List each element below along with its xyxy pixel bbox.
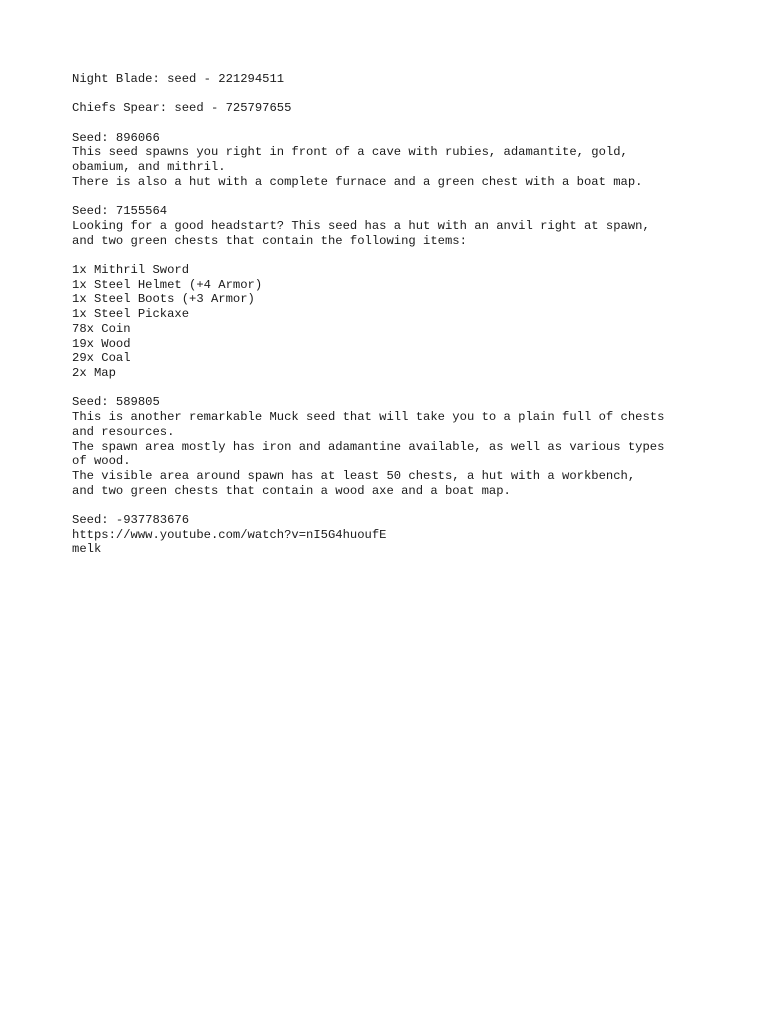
seed-description: and two green chests that contain the following items:	[72, 233, 467, 248]
seed-description: This is another remarkable Muck seed that will take you to a plain full of chests	[72, 410, 665, 425]
youtube-link-text: https://www.youtube.com/watch?v=nI5G4huoufE	[72, 527, 387, 542]
seed-description: obamium, and mithril.	[72, 160, 226, 175]
night-blade-seed: Night Blade: seed - 221294511	[72, 72, 285, 86]
blank-line	[72, 248, 712, 263]
seed-description: and two green chests that contain a wood axe and a boat map.	[72, 483, 511, 498]
blank-line	[72, 87, 712, 102]
seed-description: The visible area around spawn has at least 50 chests, a hut with a workbench,	[72, 468, 636, 483]
chiefs-spear-seed: Chiefs Spear: seed - 725797655	[72, 101, 292, 116]
item-list-entry: 19x Wood	[72, 336, 131, 351]
seed-description: of wood.	[72, 454, 131, 469]
item-list-entry: 1x Steel Boots (+3 Armor)	[72, 292, 255, 307]
seed-description: Looking for a good headstart? This seed has a hut with an anvil right at spawn,	[72, 218, 650, 233]
item-list-entry: 1x Mithril Sword	[72, 263, 190, 278]
document-page	[72, 72, 712, 557]
blank-line	[72, 498, 712, 513]
seed-heading: Seed: -937783676	[72, 513, 190, 527]
seed-heading: Seed: 896066	[72, 130, 160, 145]
seed-description: and resources.	[72, 424, 175, 439]
seed-description: There is also a hut with a complete furnace and a green chest with a boat map.	[72, 174, 643, 189]
seed-heading: Seed: 7155564	[72, 204, 168, 219]
item-list-entry: 29x Coal	[72, 351, 131, 366]
item-list-entry: 1x Steel Pickaxe	[72, 307, 190, 322]
seed-heading: Seed: 589805	[72, 395, 160, 410]
blank-line	[72, 116, 712, 131]
blank-line	[72, 381, 712, 396]
item-list-entry: 1x Steel Helmet (+4 Armor)	[72, 277, 263, 292]
item-list-entry: 2x Map	[72, 366, 116, 380]
seed-description: This seed spawns you right in front of a cave with rubies, adamantite, gold,	[72, 145, 628, 160]
signature-text: melk	[72, 542, 102, 557]
item-list-entry: 78x Coin	[72, 321, 131, 336]
blank-line	[72, 190, 712, 205]
seed-description: The spawn area mostly has iron and adamantine available, as well as various types	[72, 439, 665, 454]
